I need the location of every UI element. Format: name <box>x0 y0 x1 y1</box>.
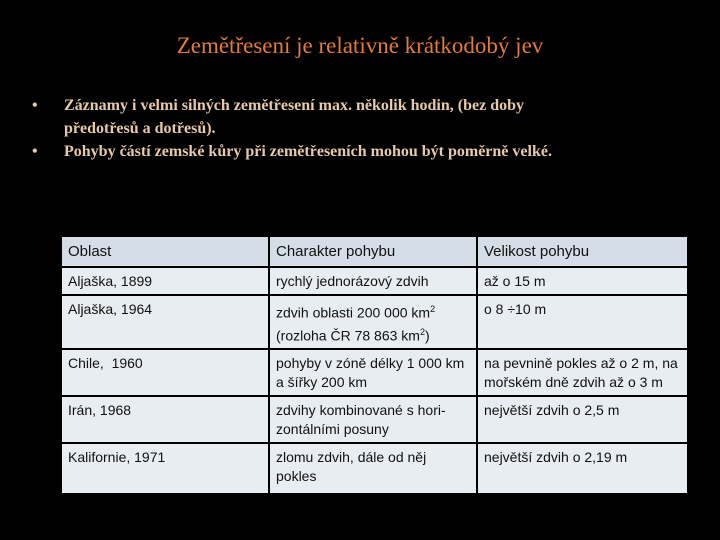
cell-charakter: zlomu zdvih, dále od něj pokles <box>269 443 477 494</box>
cell-charakter: rychlý jednorázový zdvih <box>269 267 477 295</box>
table-row <box>61 295 688 349</box>
bullet-text: Pohyby částí zemské kůry při zemětřeseních mohou být poměrně velké. <box>64 143 552 160</box>
cell-velikost: největší zdvih o 2,19 m <box>477 443 688 494</box>
bullet-text-line: předotřesů a dotřesů). <box>64 120 216 137</box>
cell-oblast: Kalifornie, 1971 <box>61 443 269 494</box>
bullet-text-line: Záznamy i velmi silných zemětřesení max. několik hodin, (bez doby <box>64 97 524 114</box>
cell-charakter: pohyby v zóně délky 1 000 km a šířky 200 km <box>269 349 477 396</box>
bullet-list <box>30 94 710 163</box>
superscript: 2 <box>430 304 436 314</box>
table-row <box>61 349 688 396</box>
cell-text: ) <box>424 327 430 344</box>
bullet-marker: • <box>32 97 38 114</box>
cell-velikost: největší zdvih o 2,5 m <box>477 396 688 443</box>
earthquake-table <box>60 235 689 495</box>
table-row <box>61 396 688 443</box>
cell-charakter <box>269 295 477 349</box>
bullet-text <box>64 94 710 140</box>
table-header-row <box>61 236 688 267</box>
cell-oblast: Irán, 1968 <box>61 396 269 443</box>
header-cell-charakter: Charakter pohybu <box>269 236 477 267</box>
cell-velikost: až o 15 m <box>477 267 688 295</box>
cell-text: zdvih oblasti 200 000 km <box>276 304 431 321</box>
bullet-item <box>30 140 710 163</box>
header-cell-oblast: Oblast <box>61 236 269 267</box>
superscript: 2 <box>419 326 425 337</box>
header-cell-velikost: Velikost pohybu <box>477 236 688 267</box>
cell-oblast: Chile, 1960 <box>61 349 269 396</box>
cell-oblast: Aljaška, 1964 <box>61 295 269 349</box>
cell-oblast: Aljaška, 1899 <box>61 267 269 295</box>
cell-velikost: o 8 ÷10 m <box>477 295 688 349</box>
bullet-marker: • <box>32 143 38 160</box>
cell-text: (rozloha ČR 78 863 km <box>276 327 420 344</box>
cell-charakter: zdvihy kombinované s hori- zontálními posuny <box>269 396 477 443</box>
cell-velikost: na pevnině pokles až o 2 m, na mořském dně zdvih až o 3 m <box>477 349 688 396</box>
table-row <box>61 267 688 295</box>
slide-title: Zemětřesení je relativně krátkodobý jev <box>176 33 544 58</box>
table-row <box>61 443 688 494</box>
bullet-item <box>30 94 710 140</box>
